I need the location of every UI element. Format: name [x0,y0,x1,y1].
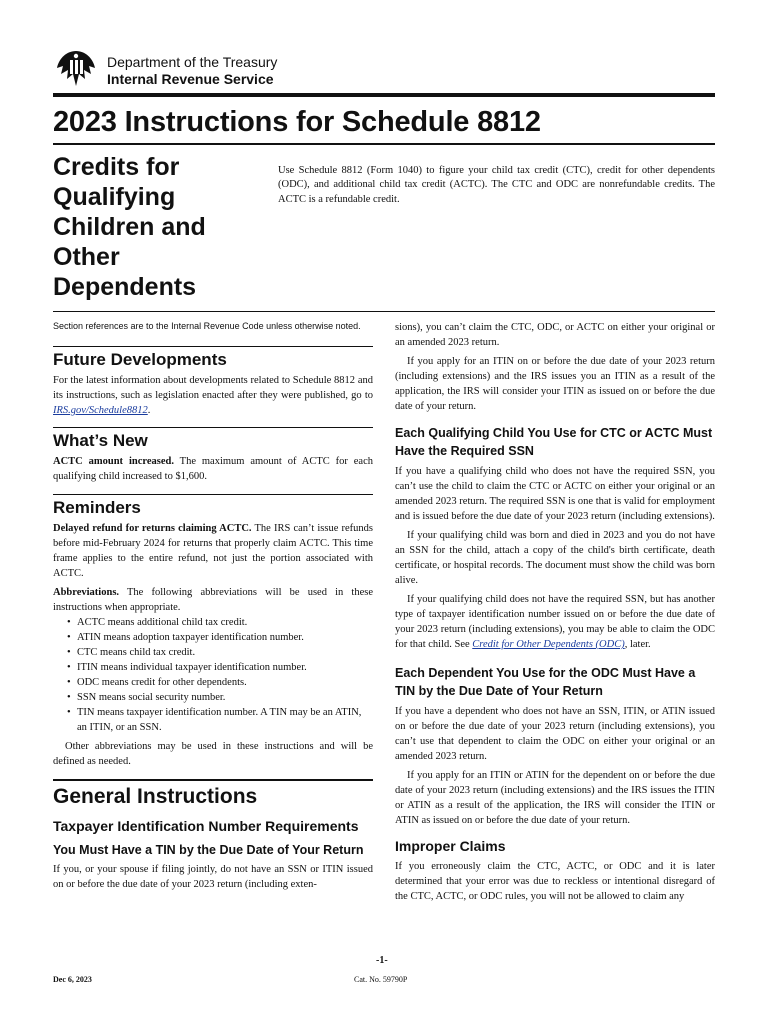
agency-name: Internal Revenue Service [107,71,274,87]
right-column [395,320,715,904]
schedule8812-link[interactable]: IRS.gov/Schedule8812 [53,405,148,416]
tin-continued-paragraph: sions), you can’t claim the CTC, ODC, or ACTC on either your original or an amended 2023 return. [395,322,715,348]
must-have-tin-heading: You Must Have a TIN by the Due Date of Your Return [53,843,364,857]
general-instructions-heading: General Instructions [53,785,258,808]
odc-tin-heading: Each Dependent You Use for the ODC Must Have a TIN by the Due Date of Your Return [395,666,696,698]
abbreviations-paragraph: Abbreviations. The following abbreviations will be used in these instructions when appropriate. [53,587,373,613]
future-developments-text: For the latest information about developments related to Schedule 8812 and its instructions, such as legislation enacted after they were published, go to IRS.gov/Schedule8812. [53,375,373,416]
subtitle-rule [53,311,715,312]
must-have-tin-text: If you, or your spouse if filing jointly, do not have an SSN or ITIN issued on or before the due date of your 2023 return (including exten- [53,864,373,890]
list-item: • ITIN means individual taxpayer identification number. [67,660,373,675]
list-item: • ATIN means adoption taxpayer identification number. [67,630,373,645]
list-item: • CTC means child tax credit. [67,645,373,660]
itin-application-paragraph: If you apply for an ITIN on or before the due date of your 2023 return (including extensions) and the IRS issues you an ITIN as a result of the application, the IRS will consider your ITIN as issued on or before the due date of your return. [395,356,715,412]
required-ssn-paragraph: If you have a qualifying child who does not have the required SSN, you can’t use the child to claim the CTC or ACTC on either your original or an amended 2023 return. The required SSN is one that is valid for employment and is issued before the due date of your 2023 return (including extensions). [395,466,715,522]
title-rule [53,143,715,145]
other-abbreviations-paragraph: Other abbreviations may be used in these instructions and will be defined as needed. [53,741,373,767]
document-subtitle: Credits for Qualifying Children and Other Dependents [53,153,206,301]
improper-claims-heading: Improper Claims [395,838,506,854]
other-tin-paragraph: If your qualifying child does not have the required SSN, but has another type of taxpayer identification number issued on or before the due date of your 2023 return (including extensions), you may be able to claim the ODC for that child. See Credit for Other Dependents (ODC), later. [395,594,715,650]
intro-paragraph: Use Schedule 8812 (Form 1040) to figure your child tax credit (CTC), credit for other dependents (ODC), and additional child tax credit (ACTC). The CTC and ODC are nonrefundable credits. The ACTC is a refundable credit. [278,164,715,205]
list-item: • ODC means credit for other dependents. [67,675,373,690]
whats-new-heading: What’s New [53,431,148,450]
odc-tin-paragraph: If you have a dependent who does not have an SSN, ITIN, or ATIN issued on or before the due date of your 2023 return (including extensions), you can’t use that dependent to claim the ODC on either your original or an amended 2023 return. [395,706,715,762]
agency-header [53,44,723,94]
section-note: Section references are to the Internal Revenue Code unless otherwise noted. [53,321,361,331]
delayed-refund-paragraph: Delayed refund for returns claiming ACTC. The IRS can’t issue refunds before mid-February 2024 for returns that properly claim ACTC. This time frame applies to the entire refund, not just the portion associated with ACTC. [53,523,374,579]
tin-requirements-heading: Taxpayer Identification Number Requirements [53,818,359,834]
left-column [53,320,373,892]
page-number: -1- [376,955,388,966]
revision-date: Dec 6, 2023 [53,975,92,984]
future-developments-heading: Future Developments [53,350,227,369]
itin-atin-application-paragraph: If you apply for an ITIN or ATIN for the dependent on or before the due date of your 2023 return (including extensions) and the IRS issues the ITIN or ATIN as a result of the application, the IRS will consider the ITIN or ATIN as issued on or before the due date of your return. [395,770,715,826]
catalog-number: Cat. No. 59790P [354,975,408,984]
list-item: • TIN means taxpayer identification number. A TIN may be an ATIN, an ITIN, or an SSN. [67,705,373,735]
born-and-died-paragraph: If your qualifying child was born and died in 2023 and you do not have an SSN for the child, attach a copy of the child's birth certificate, death certificate, or hospital records. The document must show the child was born alive. [395,530,715,586]
whats-new-text: ACTC amount increased. The maximum amount of ACTC for each qualifying child increased to $1,600. [53,456,374,482]
irs-eagle-logo [53,48,99,90]
header-rule [53,93,715,97]
list-item: • ACTC means additional child tax credit. [67,615,373,630]
document-title: 2023 Instructions for Schedule 8812 [53,106,541,138]
required-ssn-heading: Each Qualifying Child You Use for CTC or ACTC Must Have the Required SSN [395,426,713,458]
list-item: • SSN means social security number. [67,690,373,705]
odc-link[interactable]: Credit for Other Dependents (ODC) [472,639,625,650]
abbreviations-list [53,615,373,735]
improper-claims-paragraph: If you erroneously claim the CTC, ACTC, or ODC and it is later determined that your error was due to reckless or intentional disregard of the CTC, ACTC, or ODC rules, you will not be allowed to claim any [395,861,715,902]
department-name: Department of the Treasury [107,54,278,70]
reminders-heading: Reminders [53,498,141,517]
